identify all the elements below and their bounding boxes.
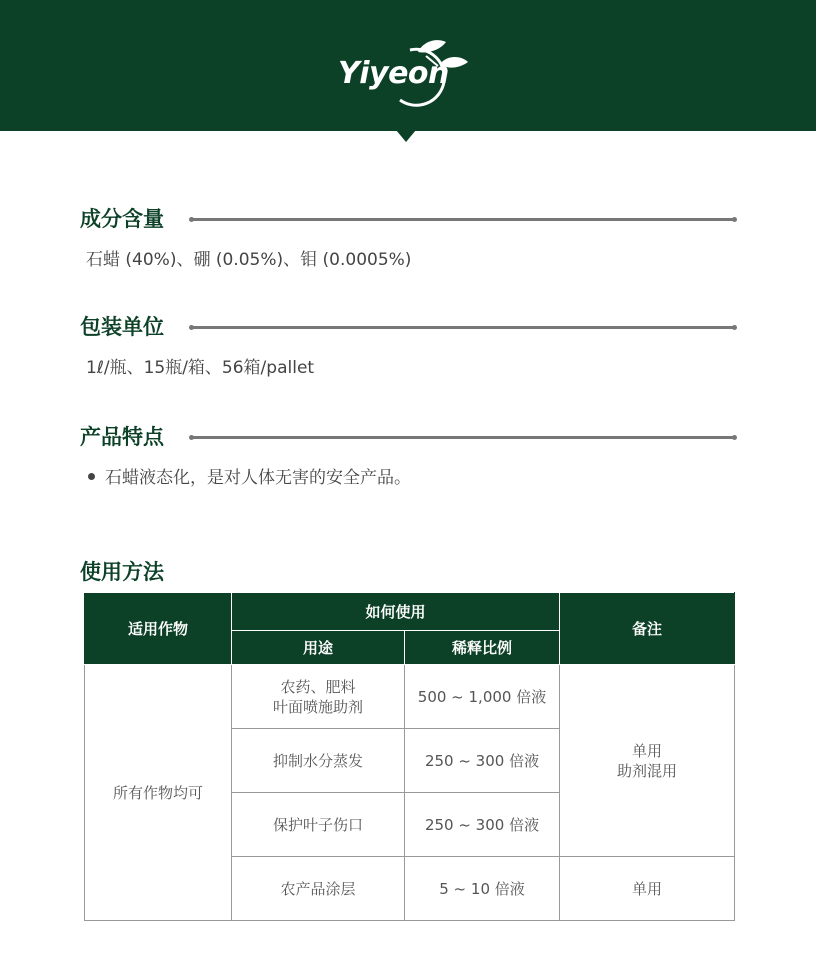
header-notch [396,130,416,142]
features-item [88,463,411,488]
dilution-cell: 500 ~ 1,000 倍液 [405,665,560,729]
note-cell [560,665,735,857]
purpose-cell: 抑制水分蒸发 [232,729,405,793]
note-line: 单用 [632,741,663,760]
note-cell: 单用 [560,857,735,921]
page-header [0,0,816,131]
header-note: 备注 [560,593,735,665]
section-divider [192,436,734,439]
packaging-text: 1ℓ/瓶、15瓶/箱、56箱/pallet [86,358,315,378]
note-line: 助剂混用 [617,761,678,780]
purpose-cell: 保护叶子伤口 [232,793,405,857]
brand-logo [330,36,480,108]
dilution-cell: 5 ~ 10 倍液 [405,857,560,921]
section-title-features: 产品特点 [80,425,164,449]
table-row [85,665,735,729]
dilution-cell: 250 ~ 300 倍液 [405,729,560,793]
purpose-line: 农药、肥料 [280,677,356,696]
header-crop: 适用作物 [85,593,232,665]
features-text: 石蜡液态化，是对人体无害的安全产品。 [105,468,411,488]
crop-cell: 所有作物均可 [85,665,232,921]
dilution-cell: 250 ~ 300 倍液 [405,793,560,857]
ingredients-text: 石蜡 (40%)、硼 (0.05%)、钼 (0.0005%) [86,250,412,270]
section-title-ingredients: 成分含量 [80,207,164,231]
header-dilution: 稀释比例 [405,631,560,665]
purpose-cell: 农产品涂层 [232,857,405,921]
section-divider [192,326,734,329]
section-title-packaging: 包装单位 [80,315,164,339]
bullet-icon [88,473,95,480]
logo-wordmark: Yiyeon [338,56,449,91]
header-how-to-use: 如何使用 [232,593,560,631]
section-title-usage: 使用方法 [80,560,164,584]
section-divider [192,218,734,221]
header-purpose: 用途 [232,631,405,665]
usage-table [84,592,735,921]
purpose-line: 叶面喷施助剂 [272,697,363,716]
purpose-cell [232,665,405,729]
